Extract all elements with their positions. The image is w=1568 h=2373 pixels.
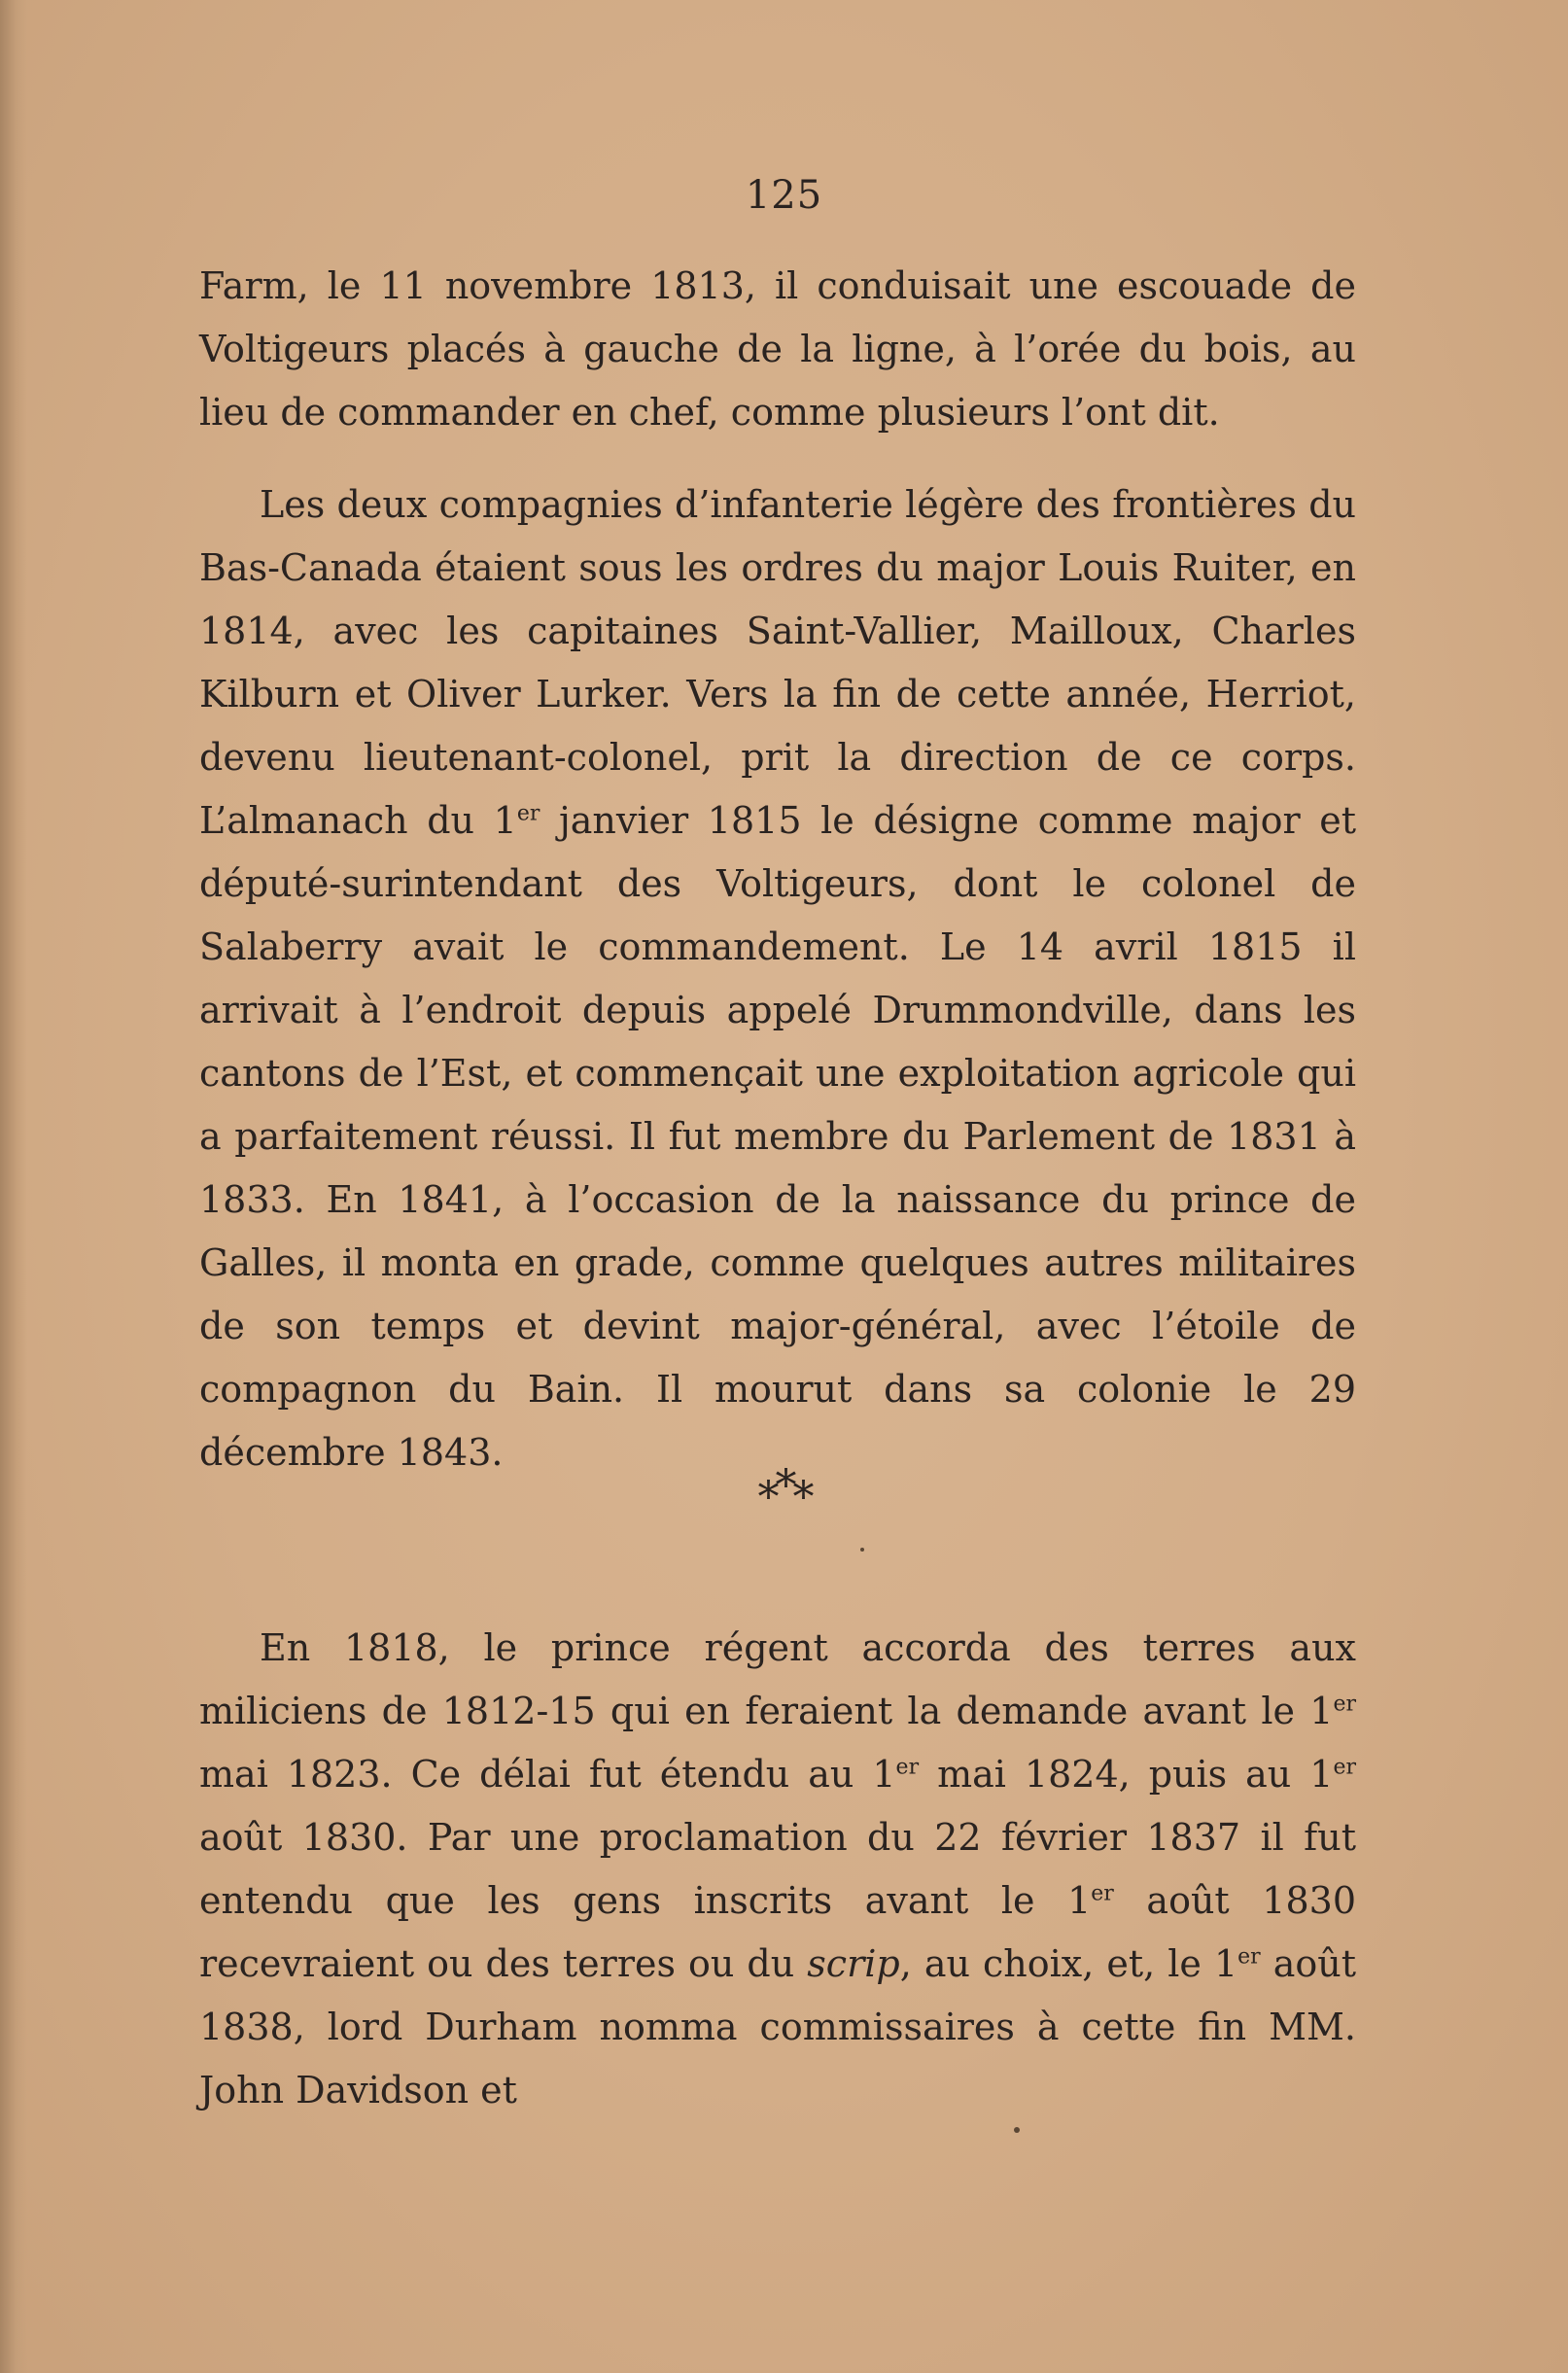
text-run: août 1838, lord Durham nomma commissaires à cette fin MM. John Davidson et	[199, 1942, 1356, 2111]
paragraph-land-grants	[199, 1617, 1356, 2122]
superscript-ordinal: er	[1333, 1755, 1356, 1780]
text-run: mai 1823. Ce délai fut étendu au 1	[199, 1753, 896, 1796]
paragraph	[199, 473, 1356, 1484]
superscript-ordinal: er	[1237, 1944, 1261, 1970]
text-run: Les deux compagnies d’infanterie légère des frontières du Bas-Canada étaient sous les ordres du major Louis Ruiter, en 1814, avec les capitaines Saint-Vallier, Mailloux, Charles Kilburn et Oliver Lurker. Vers la fin de cette année, Herriot, devenu lieutenant-colonel, prit la direction de ce corps. L’almanach du 1	[199, 483, 1356, 842]
text-run: janvier 1815 le désigne comme major et député-surintendant des Voltigeurs, dont le colonel de Salaberry avait le commandement. Le 14 avril 1815 il arrivait à l’endroit depuis appelé Drummondville, dans les cantons de l’Est, et commençait une exploitation agricole qui a parfaitement réussi. Il fut membre du Parlement de 1831 à 1833. En 1841, à l’occasion de la naissance du prince de Galles, il monta en grade, comme quelques autres militaires de son temps et devint major-général, avec l’étoile de compagnon du Bain. Il mourut dans sa colonie le 29 décembre 1843.	[199, 799, 1356, 1474]
paper-speck	[1014, 2127, 1020, 2133]
superscript-ordinal: er	[516, 801, 540, 826]
page-number: 125	[745, 173, 823, 218]
text-run: En 1818, le prince régent accorda des terres aux miliciens de 1812-15 qui en feraient la demande avant le 1	[199, 1626, 1356, 1732]
italic-term: scrip	[807, 1942, 900, 1985]
asterisk-left: *	[757, 1473, 776, 1522]
paragraph	[199, 255, 1356, 444]
page-binding-shadow	[0, 0, 27, 2373]
paper-speck	[860, 1548, 864, 1552]
section-separator-asterism	[0, 1461, 1568, 1522]
text-run: , au choix, et, le 1	[899, 1942, 1238, 1985]
asterisk-middle: *	[775, 1461, 793, 1511]
superscript-ordinal: er	[1091, 1881, 1114, 1906]
paragraph-continuation	[199, 255, 1356, 444]
superscript-ordinal: er	[1333, 1692, 1356, 1717]
paragraph	[199, 1617, 1356, 2122]
paragraph-herriot-career	[199, 473, 1356, 1484]
text-run: août 1830. Par une proclamation du 22 février 1837 il fut entendu que les gens inscrits avant le 1	[199, 1816, 1356, 1922]
asterisk-right: *	[792, 1473, 811, 1522]
text-run: Farm, le 11 novembre 1813, il conduisait une escouade de Voltigeurs placés à gauche de la ligne, à l’orée du bois, au lieu de commander en chef, comme plusieurs l’ont dit.	[199, 264, 1356, 434]
superscript-ordinal: er	[895, 1755, 920, 1780]
text-run: mai 1824, puis au 1	[919, 1753, 1334, 1796]
text-run: août 1830 recevraient ou des terres ou du	[199, 1879, 1356, 1985]
